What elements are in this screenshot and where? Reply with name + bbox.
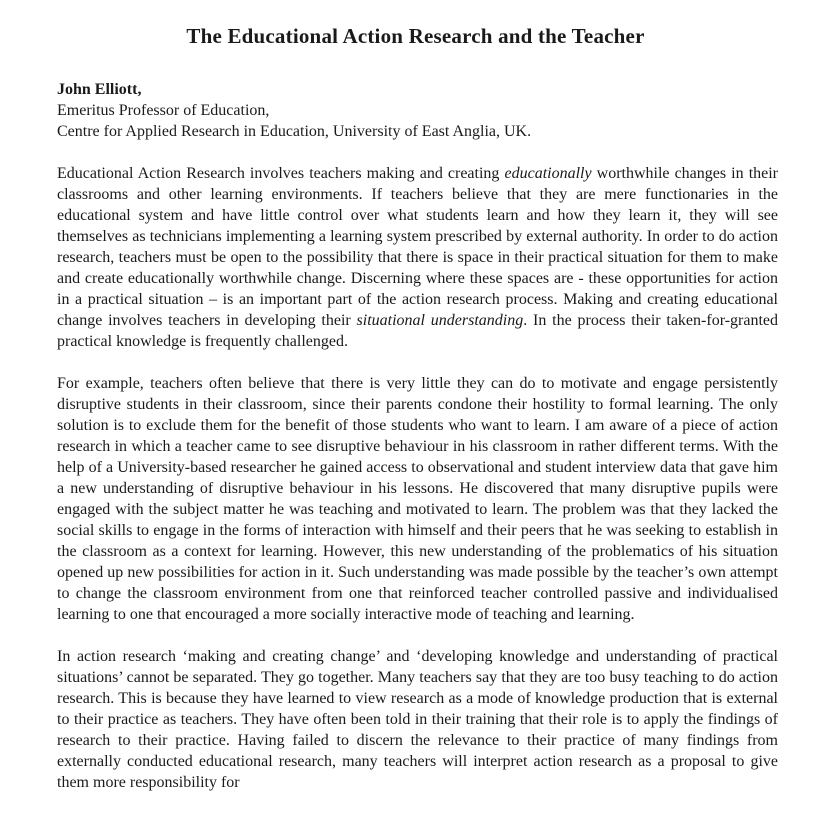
text-segment: . In the process their taken-for-granted practical knowledge is frequently challenged. (57, 312, 779, 350)
author-affiliation: Centre for Applied Research in Education, University of East Anglia, UK. (57, 123, 532, 140)
text-segment: worthwhile changes in their classrooms and other learning environments. If teachers believe that they are mere functionaries in the educational system and have little control over what students learn and how they learn it, they will see themselves as technicians implementing a learning system prescribed by external authority. In order to do action research, teachers must be open to the possibility that there is space in their practical situation for them to make and create educationally worthwhile change. Discerning where these spaces are - these opportunities for action in a practical situation – is an important part of the action research process. Making and creating educational change involves teachers in developing their (57, 165, 779, 329)
document-title: The Educational Action Research and the Teacher (186, 24, 645, 48)
italic-text-segment: educationally (504, 165, 592, 182)
author-block (57, 79, 778, 142)
document-content (57, 79, 778, 793)
text-segment: Educational Action Research involves teachers making and creating (57, 165, 505, 182)
italic-text-segment: situational understanding (356, 312, 524, 329)
document-body (57, 163, 778, 793)
paragraph (57, 373, 778, 625)
text-segment: In action research ‘making and creating change’ and ‘developing knowledge and understanding of practical situations’ cannot be separated. They go together. Many teachers say that they are too busy teaching to do action research. This is because they have learned to view research as a mode of knowledge production that is external to their practice as teachers. They have often been told in their training that their role is to apply the findings of research to their practice. Having failed to discern the relevance to their practice of many findings from externally conducted educational research, many teachers will interpret action research as a proposal to give them more responsibility for (57, 648, 778, 791)
text-segment: For example, teachers often believe that there is very little they can do to motivate and engage persistently disruptive students in their classroom, since their parents condone their hostility to formal learning. The only solution is to exclude them for the benefit of those students who want to learn. I am aware of a piece of action research in which a teacher came to see disruptive behaviour in his classroom in rather different terms. With the help of a University-based researcher he gained access to observational and student interview data that gave him a new understanding of disruptive behaviour in his lessons. He discovered that many disruptive pupils were engaged with the subject matter he was teaching and motivated to learn. The problem was that they lacked the social skills to engage in the forms of interaction with himself and their peers that he was seeking to establish in the classroom as a context for learning. However, this new understanding of the problematics of his situation opened up new possibilities for action in it. Such understanding was made possible by the teacher’s own attempt to change the classroom environment from one that reinforced teacher controlled passive and individualised learning to one that encouraged a more socially interactive mode of teaching and learning. (57, 375, 778, 623)
author-name: John Elliott, (57, 81, 142, 98)
paragraph (57, 646, 778, 793)
paragraph (57, 163, 778, 352)
author-role: Emeritus Professor of Education, (57, 102, 270, 119)
